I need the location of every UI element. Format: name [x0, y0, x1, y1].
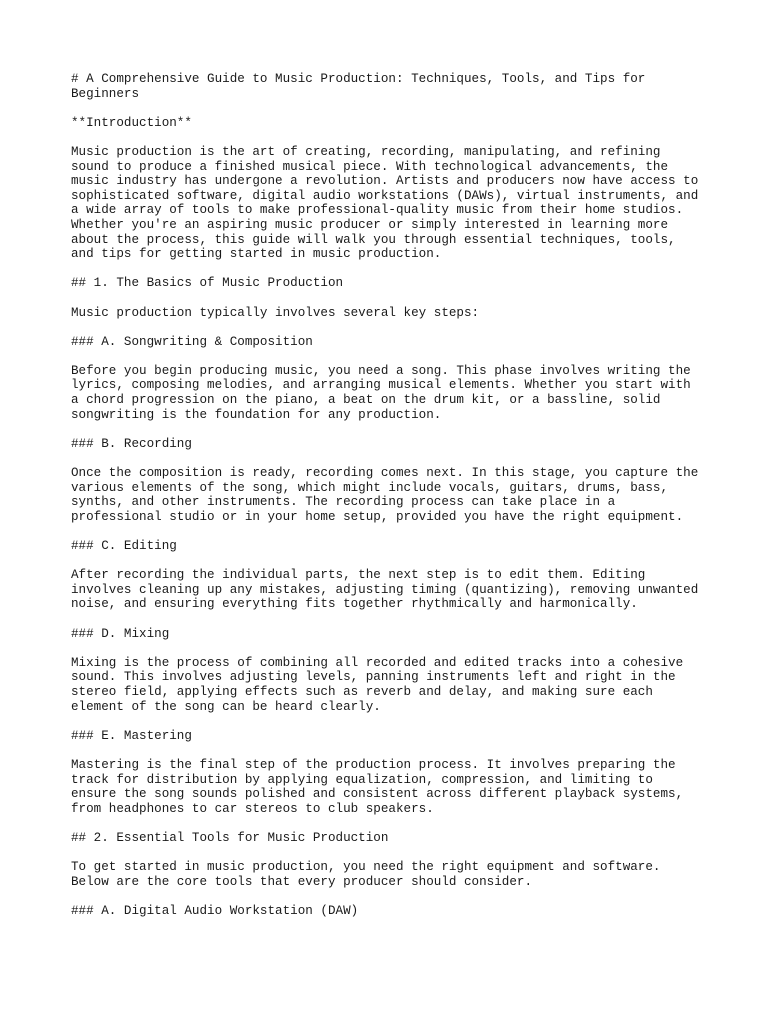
subsection-1d-heading: ### D. Mixing: [71, 626, 170, 641]
subsection-2a-heading: ### A. Digital Audio Workstation (DAW): [71, 903, 359, 918]
subsection-1b-paragraph: Once the composition is ready, recording comes next. In this stage, you capture the various elements of the song, which might include vocals, guitars, drums, bass, synths, and other instruments. The recording process can take place in a professional studio or in your home setup, provided you have the right equipment.: [71, 466, 699, 524]
subsection-1d-paragraph: Mixing is the process of combining all recorded and edited tracks into a cohesive sound. This involves adjusting levels, panning instruments left and right in the stereo field, applying effects such as reverb and delay, and making sure each element of the song can be heard clearly.: [71, 655, 684, 714]
document-title: # A Comprehensive Guide to Music Production: Techniques, Tools, and Tips for Beginners: [71, 72, 646, 101]
introduction-heading: **Introduction**: [71, 115, 192, 130]
section-2-heading: ## 2. Essential Tools for Music Production: [71, 830, 389, 845]
subsection-1a-heading: ### A. Songwriting & Composition: [71, 334, 313, 349]
section-2-intro-paragraph: To get started in music production, you need the right equipment and software. Below are the core tools that every producer should consider.: [71, 860, 661, 889]
subsection-1a-paragraph: Before you begin producing music, you need a song. This phase involves writing the lyrics, composing melodies, and arranging musical elements. Whether you start with a chord progression on the piano, a beat on the drum kit, or a bassline, solid songwriting is the foundation for any production.: [71, 363, 691, 422]
subsection-1b-heading: ### B. Recording: [71, 436, 192, 451]
document-page: [71, 72, 711, 933]
subsection-1e-heading: ### E. Mastering: [71, 728, 192, 743]
subsection-1c-heading: ### C. Editing: [71, 539, 177, 553]
introduction-paragraph: Music production is the art of creating, recording, manipulating, and refining sound to produce a finished musical piece. With technological advancements, the music industry has undergone a revolution. Artists and producers now have access to sophisticated software, digital audio workstations (DAWs), virtual instruments, and a wide array of tools to make professional-quality music from their home studios. Whether you're an aspiring music producer or simply interested in learning more about the process, this guide will walk you through essential techniques, tools, and tips for getting started in music production.: [71, 144, 699, 262]
subsection-1c-paragraph: After recording the individual parts, the next step is to edit them. Editing involves cleaning up any mistakes, adjusting timing (quantizing), removing unwanted noise, and ensuring everything fits together rhythmically and harmonically.: [71, 568, 699, 612]
section-1-heading: ## 1. The Basics of Music Production: [71, 276, 344, 291]
section-1-intro-paragraph: Music production typically involves several key steps:: [71, 305, 480, 320]
subsection-1e-paragraph: Mastering is the final step of the production process. It involves preparing the track for distribution by applying equalization, compression, and limiting to ensure the song sounds polished and consistent across different playback systems, from headphones to car stereos to club speakers.: [71, 757, 684, 816]
